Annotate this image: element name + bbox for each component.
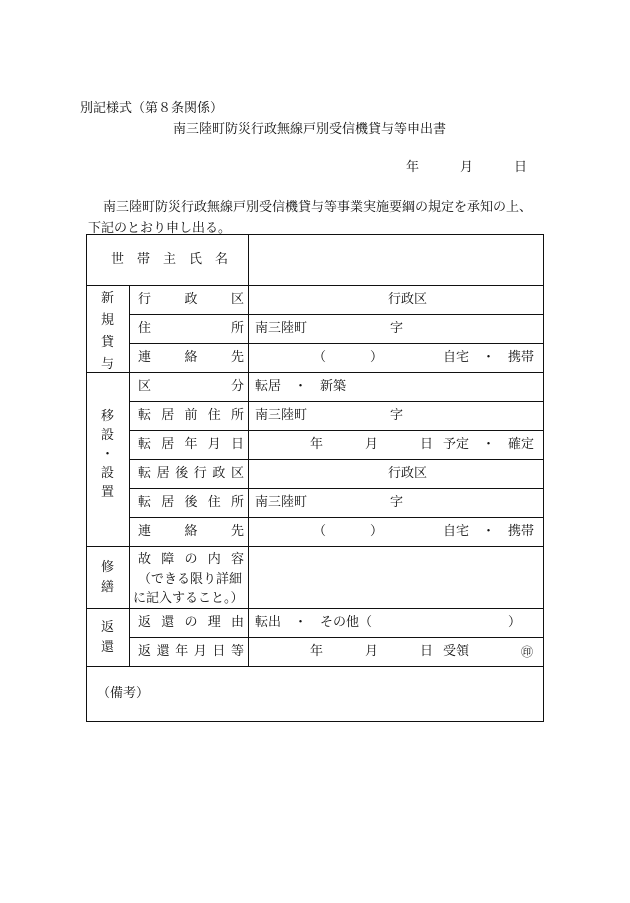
relocation-group-label: 移 設 ・ 設 置 bbox=[101, 409, 115, 500]
householder-name-field[interactable] bbox=[252, 241, 539, 281]
repair-content-label: 故 障 の 内 容 bbox=[138, 552, 244, 567]
repair-group-label: 修 繕 bbox=[101, 560, 115, 595]
move-date-day: 日 bbox=[420, 437, 434, 452]
new-contact-paren-open: （ bbox=[313, 350, 327, 365]
move-date-status: 予定 ・ 確定 bbox=[443, 437, 535, 452]
return-reason-label: 返 還 の 理 由 bbox=[138, 615, 244, 630]
remarks-field[interactable] bbox=[177, 675, 537, 715]
return-reason-close: ） bbox=[508, 615, 522, 630]
repair-content-field[interactable] bbox=[252, 550, 539, 604]
seal-mark: ㊞ bbox=[521, 645, 534, 659]
return-group-label: 返 還 bbox=[101, 620, 115, 655]
prev-address-label: 転 居 前 住 所 bbox=[138, 408, 244, 423]
new-contact-label: 連 絡 先 bbox=[138, 350, 244, 365]
new-loan-group-label: 新 規 貸 与 bbox=[101, 291, 115, 372]
return-date-label: 返 還 年 月 日 等 bbox=[138, 644, 244, 659]
application-form-table bbox=[86, 234, 544, 722]
intro-line-2: 下記のとおり申し出る。 bbox=[88, 221, 232, 236]
relocation-contact-phone-kind: 自宅 ・ 携帯 bbox=[443, 524, 535, 539]
form-number: 別記様式（第８条関係） bbox=[80, 101, 224, 116]
new-admin-after-move-label: 転 居 後 行 政 区 bbox=[138, 466, 244, 481]
date-day-label: 日 bbox=[514, 160, 528, 175]
return-date-year: 年 bbox=[310, 644, 324, 659]
new-admin-district-suffix: 行政区 bbox=[388, 292, 428, 307]
return-date-day: 日 bbox=[420, 644, 434, 659]
relocation-contact-label: 連 絡 先 bbox=[138, 524, 244, 539]
relocation-type-value: 転居 ・ 新築 bbox=[255, 379, 347, 394]
prev-address-town: 南三陸町 bbox=[255, 408, 308, 423]
date-year-label: 年 bbox=[406, 160, 420, 175]
new-contact-phone-kind: 自宅 ・ 携帯 bbox=[443, 350, 535, 365]
move-date-year: 年 bbox=[310, 437, 324, 452]
repair-note-line-1: （できる限り詳細 bbox=[138, 572, 243, 587]
form-title: 南三陸町防災行政無線戸別受信機貸与等申出書 bbox=[173, 122, 447, 137]
prev-address-aza: 字 bbox=[390, 408, 404, 423]
intro-line-1: 南三陸町防災行政無線戸別受信機貸与等事業実施要綱の規定を承知の上、 bbox=[103, 200, 533, 215]
move-date-label: 転 居 年 月 日 bbox=[138, 437, 244, 452]
new-address-after-move-town: 南三陸町 bbox=[255, 495, 308, 510]
householder-name-label: 世 帯 主 氏 名 bbox=[111, 252, 229, 267]
new-address-after-move-aza: 字 bbox=[390, 495, 404, 510]
return-reason-value: 転出 ・ その他（ bbox=[255, 615, 373, 630]
relocation-type-label: 区 分 bbox=[138, 379, 244, 394]
new-contact-paren-close: ） bbox=[370, 350, 384, 365]
new-address-after-move-label: 転 居 後 住 所 bbox=[138, 495, 244, 510]
new-address-aza: 字 bbox=[390, 321, 404, 336]
new-address-label: 住 所 bbox=[138, 321, 244, 336]
return-received-label: 受領 bbox=[443, 644, 470, 659]
new-admin-district-label: 行 政 区 bbox=[138, 292, 244, 307]
remarks-label: （備考） bbox=[97, 686, 150, 701]
move-date-month: 月 bbox=[365, 437, 379, 452]
relocation-contact-paren-close: ） bbox=[370, 524, 384, 539]
repair-note-line-2: に記入すること。） bbox=[133, 591, 244, 606]
date-month-label: 月 bbox=[460, 160, 474, 175]
relocation-contact-paren-open: （ bbox=[313, 524, 327, 539]
return-date-month: 月 bbox=[365, 644, 379, 659]
new-address-town: 南三陸町 bbox=[255, 321, 308, 336]
new-admin-after-move-suffix: 行政区 bbox=[388, 466, 428, 481]
